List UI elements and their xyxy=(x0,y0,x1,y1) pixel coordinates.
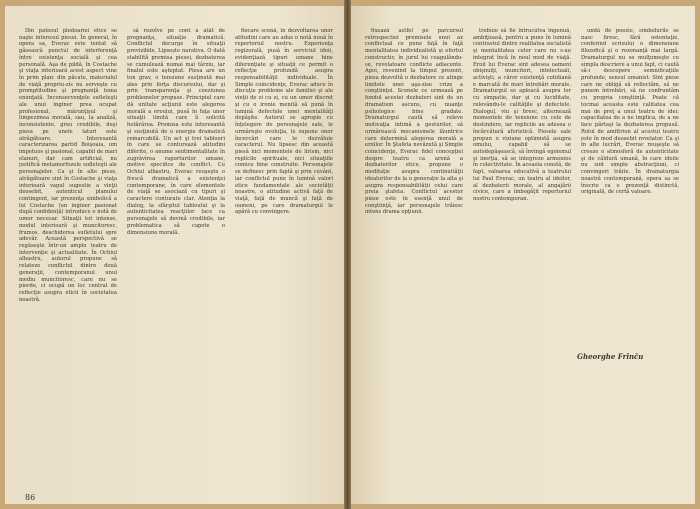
text-paragraph: să rezolve pe cont a atât de prognanţa, situaţia dramatică. Conflictul decurge în situaţii previzibile, Lipsește narativa. O dată stabilită premisa piesei, dezbaterea se cumulează numai mai târziu, iar finalul este aşteptat. Piesa are un ton grav, o tensiune susţinută mai ales prin forţa discursului, dar şi prin transparenţa şi coeziunea problemelor propuse. Principiul care dă unitate acţiunii este alegerea morală a eroului, pusă în faţa unor situaţii limită care îi solicită hotărârea. Premisa este interesantă şi susţinută de o energie dramatică remarcabilă. Un act şi trei tablouri în care se conturează atitudini diferite, o anume sentimentalitate în zugrăvirea raporturilor umane, motive specifice de conflict. Cu Ochiul albastru, Everac reuşeşte o frescă dramatică a existenţei contemporane, în care elementele de viaţă se asociază cu tipuri şi caractere conturate clar. Atenţia la dialog, la sfârşitul tabloului şi la autenticitatea reacţiilor face ca personajele să devină credibile, iar problematica să capete o dimensiune morală. xyxy=(127,28,225,236)
book-gutter xyxy=(344,0,351,509)
left-column-2 xyxy=(127,28,225,494)
left-page-columns xyxy=(19,28,337,494)
right-column-3 xyxy=(581,28,679,488)
text-paragraph: fixează astfel pe parcursul retrospectiei premisele unui ax conflictual ce pune faţă în faţă mentalitatea individualistă şi efortul constructiv, în jurul lui coagulându-se, revelatoare conflicte adiacente. Apoi, revenind la timpul prezent, piesa dezvoltă o dezbatere ce atinge limitele unei aşa-zise crize a conştiinţei. Scenele ce urmează pe fondul acestei dezbateri sint de un dramatism ascuns, cu nuanţe psihologice bine gradate. Dramaturgul caută să releve motivaţia intimă a gesturilor, să urmărească mecanismele lăuntrice care determină alegerea morală a eroilor. În Ştafeta nevăzută şi Simple coincidenţe, Everac fidel concepţiei despre teatru ca arenă a dezbaterilor etice, propune o meditaţie asupra continuităţii idealurilor de la o generaţie la alta şi asupra responsabilităţii celui care preia ştafeta. Conflictul acestor piese este în esenţă unul de conştiinţă, iar personajele trăiesc intens drama opţiunii. xyxy=(365,28,463,216)
left-column-3 xyxy=(235,28,333,494)
text-paragraph: undă de poezie, simbolurile se nasc firesc, fără ostentaţie, conferind scrisului o dimensiune filozofică şi o rezonanţă mai largă. Dramaturgul nu se mulţumeşte cu simpla descriere a unui fapt, ci caută să-i descopere semnificaţiile profunde, sensul umanist. Sint piese care ne obligă să reflectăm, să ne punem întrebări, să ne confruntăm cu propria conştiinţă. Poate că tocmai aceasta este calitatea cea mai de preţ a unui teatru de idei: capacitatea de a ne implica, de a ne face părtaşi la dezbaterea propusă. Rolul de amfitrion al acestui teatru este în mod deosebit revelator. Ca şi în alte lucrări, Everac reuşeşte să creeze o atmosferă de autenticitate şi de căldură umană, în care ideile nu sint simple abstracţiuni, ci convingeri trăite. În dramaturgia noastră contemporană, opera sa se înscrie ca o prezenţă distinctă, originală, de certă valoare. xyxy=(581,28,679,196)
text-paragraph: fiecare scenă, în dezvoltarea unor atitudini care au adus o notă nouă în repertoriul nostru. Experienţa regizorală, pusă în serviciul ideii, evidenţiază tipuri umane bine diferenţiate şi situaţii ce permit o reflecţie profundă asupra responsabilităţii individuale. În Simple coincidenţe, Everac aduce în discuţie probleme ale familiei şi ale vieţii de zi cu zi, cu un umor discret şi cu o ironie menită să pună în lumină defectele unei mentalităţi depăşite. Autorul se apropie cu înţelegere de personajele sale, le urmăreşte evoluţia, le supune unor încercări care le dezvăluie caracterul. Nu lipsesc din această piesă nici momentele de lirism, nici replicile spirituale, nici situaţiile comice bine construite. Personajele se definesc prin faptă şi prin cuvânt, iar conflictul pune în lumină valori etice fundamentale ale societăţii noastre, o atitudine activă faţă de viaţă, faţă de muncă şi faţă de oameni, pe care dramaturgul le apără cu convingere. xyxy=(235,28,333,216)
text-paragraph: trebuie să fie întrucâtva ingenuă, ambiţioasă, pentru a pune în lumină contrastul dintre realitatea socialistă şi mentalitatea celor care nu s-au integrat încă în noul mod de viaţă. Eroii lui Everac sint adesea oameni obişnuiţi, muncitori, intelectuali, activişti, a căror existenţă cotidiană e marcată de mari întrebări morale. Dramaturgul se apleacă asupra lor cu simpatie, dar şi cu luciditate, relevându-le calităţile şi defectele. Dialogul, viu şi firesc, alternează momentele de tensiune cu cele de destindere, iar replicile au adesea o încărcătură aforistică. Piesele sale propun o viziune optimistă asupra omului, capabil să se autodepăşească, să învingă egoismul şi inerţia, să se integreze armonios în colectivitate. În aceasta constă, de fapt, valoarea educativă a teatrului lui Paul Everac, un teatru al ideilor, al dezbaterii morale, al angajării civice, care a îmbogăţit repertoriul nostru contemporan. xyxy=(473,28,571,202)
right-page-columns xyxy=(365,28,685,488)
left-column-1 xyxy=(19,28,117,494)
left-page xyxy=(5,6,344,504)
right-column-1 xyxy=(365,28,463,488)
author-signature: Gheorghe Frînču xyxy=(577,352,644,361)
right-column-2 xyxy=(473,28,571,488)
right-page xyxy=(351,6,695,504)
text-paragraph: Din patosul pledoariei etice se naşte interesul piesei. În general, în opera sa, Everac este tentat să găsească punctul de interferenţă între existenţa socială şi cea personală. Aşa de pildă, în Costache şi viaţa interioară acest aspect vine în prim plan: din păcate, materialul de viaţă propriu-zis nu serveşte cu promptitudine şi pregnanţă tema enunţată. Inconsecvenţele sufleteşti ale unui inginer prea ocupat profesional, mărunţişul şi limpezimea morală, sau, la analiză, inconsistente, greu credibile, deşi piesa pe unele laturi este atrăgătoare. Interesantă caracterizarea partid Boişoaia, om impetuos şi pasional, capabil de mari elanuri, dar cam artificial, nu justifică metamorfozele sufleteşti ale personajelor. Ca şi în alte piese, atrăgătoare sint în Costache şi viaţa interioară vagul sugestie a vieţii deosebit, autenticul planului contingent, iar prezenţa simbolică a lui Costache (un inginer pasionat după confidenţă) introduce o notă de umor necesar. Situaţii tot intense, modul interioară şi muncitoresc, frumos, deschiderea sufletului spre adevăr. Această perspectivă se regăseşte într-un amplu teatru de intervenţie şi actualitate. În Ochiul albastru, autorul propune să relateze conflictul dintre două generaţii, contemporanul unui mediu muncitoresc, care nu se pierde, ci ocupă un loc central de reflecţie asupra eticii în societatea noastră. xyxy=(19,28,117,303)
page-number: 86 xyxy=(25,493,36,502)
